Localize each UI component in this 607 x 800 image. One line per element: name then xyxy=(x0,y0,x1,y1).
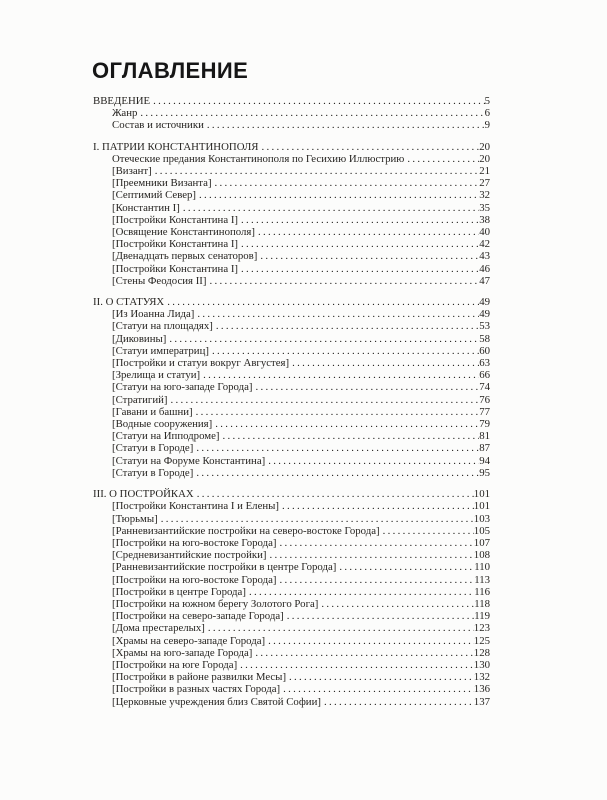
toc-entry xyxy=(93,263,490,275)
toc-entry-page: 20 xyxy=(479,152,490,165)
toc-entry xyxy=(93,500,490,512)
toc-entry-label: [Средневизантийские постройки] xyxy=(112,549,267,562)
toc-section-header xyxy=(93,488,490,500)
toc-entry xyxy=(93,513,490,525)
dot-leader xyxy=(196,189,479,201)
toc-entry-label: [Статуи в Городе] xyxy=(112,442,194,455)
toc-entry-label: I. ПАТРИИ КОНСТАНТИНОПОЛЯ xyxy=(93,140,259,153)
toc-entry-page: 123 xyxy=(473,622,490,635)
toc-entry-label: [Ранневизантийские постройки на северо-востоке Города] xyxy=(112,524,380,537)
dot-leader xyxy=(193,442,479,454)
toc-entry-page: 107 xyxy=(473,536,490,549)
toc-entry-label: [Постройки Константина I] xyxy=(112,213,239,226)
dot-leader xyxy=(321,696,474,708)
dot-leader xyxy=(276,574,474,586)
toc-entry xyxy=(93,574,490,586)
toc-entry-label: Состав и источники xyxy=(112,119,204,132)
toc-entry xyxy=(93,537,490,549)
toc-entry xyxy=(93,177,490,189)
toc-entry-label: [Статуи на Форуме Константина] xyxy=(112,454,266,467)
toc-entry-label: Отеческие предания Константинополя по Гесихию Иллюстрию xyxy=(112,152,405,165)
dot-leader xyxy=(158,513,474,525)
toc-entry-page: 130 xyxy=(473,658,490,671)
dot-leader xyxy=(193,406,480,418)
dot-leader xyxy=(255,226,479,238)
toc-entry xyxy=(93,622,490,634)
toc-entry-page: 105 xyxy=(473,524,490,537)
dot-leader xyxy=(200,369,479,381)
toc-entry-page: 60 xyxy=(479,344,490,357)
toc-entry xyxy=(93,320,490,332)
dot-leader xyxy=(238,238,479,250)
toc-entry-label: [Визант] xyxy=(112,165,152,178)
toc-entry-label: [Церковные учреждения близ Святой Софии] xyxy=(112,695,321,708)
toc-entry xyxy=(93,250,490,262)
toc-entry-page: 132 xyxy=(473,671,490,684)
toc-entry-page: 101 xyxy=(473,500,490,513)
toc-entry-label: [Постройки на северо-западе Города] xyxy=(112,610,284,623)
toc-entry xyxy=(93,671,490,683)
toc-entry-label: [Ранневизантийские постройки в центре Города] xyxy=(112,561,337,574)
toc-entry xyxy=(93,226,490,238)
toc-section-header xyxy=(93,141,490,153)
toc-section-header xyxy=(93,95,490,107)
dot-leader xyxy=(180,202,479,214)
dot-leader xyxy=(253,381,480,393)
toc-entry-page: 43 xyxy=(479,250,490,263)
toc-entry xyxy=(93,357,490,369)
toc-entry-label: [Водные сооружения] xyxy=(112,418,213,431)
toc-entry-page: 5 xyxy=(484,95,490,107)
toc-entry xyxy=(93,308,490,320)
toc-entry-label: [Освящение Константинополя] xyxy=(112,226,255,239)
toc-entry xyxy=(93,119,490,131)
toc-entry xyxy=(93,635,490,647)
toc-entry-label: [Зрелища и статуи] xyxy=(112,369,201,382)
toc-entry-page: 81 xyxy=(479,430,490,443)
toc-entry xyxy=(93,275,490,287)
toc-entry xyxy=(93,610,490,622)
toc-entry-page: 76 xyxy=(479,393,490,406)
toc-entry-page: 53 xyxy=(479,320,490,333)
toc-section xyxy=(93,141,490,287)
dot-leader xyxy=(137,107,484,119)
dot-leader xyxy=(207,275,480,287)
toc-entry-label: [Постройки Константина I] xyxy=(112,238,239,251)
toc-entry xyxy=(93,586,490,598)
toc-entry-page: 87 xyxy=(479,442,490,455)
toc-entry-page: 27 xyxy=(479,177,490,190)
toc-entry-label: [Статуи на площадях] xyxy=(112,320,213,333)
toc-entry-label: [Из Иоанна Лида] xyxy=(112,308,195,321)
toc-entry-label: [Постройки на юго-востоке Города] xyxy=(112,573,277,586)
toc-entry-label: [Постройки в районе развилки Месы] xyxy=(112,671,287,684)
toc-entry-page: 35 xyxy=(479,201,490,214)
toc-entry-label: [Статуи в Городе] xyxy=(112,466,194,479)
toc-entry xyxy=(93,430,490,442)
toc-entry-label: [Стратигий] xyxy=(112,393,168,406)
toc-entry xyxy=(93,647,490,659)
toc-entry-page: 103 xyxy=(473,512,490,525)
dot-leader xyxy=(289,357,479,369)
dot-leader xyxy=(265,635,474,647)
toc-entry-page: 21 xyxy=(479,165,490,178)
dot-leader xyxy=(252,647,473,659)
toc-entry xyxy=(93,238,490,250)
toc-entry-page: 79 xyxy=(479,418,490,431)
toc-entry xyxy=(93,153,490,165)
toc-entry-label: [Статуи императриц] xyxy=(112,344,209,357)
dot-leader xyxy=(212,418,479,430)
toc-entry xyxy=(93,202,490,214)
toc-entry-label: II. О СТАТУЯХ xyxy=(93,296,165,309)
toc-entry-label: [Дома престарелых] xyxy=(112,622,205,635)
toc-entry-label: [Постройки в разных частях Города] xyxy=(112,683,281,696)
toc-entry xyxy=(93,381,490,393)
toc-entry-page: 6 xyxy=(484,107,490,120)
dot-leader xyxy=(284,610,474,622)
toc-entry-label: [Постройки Константина I и Елены] xyxy=(112,500,279,513)
toc-section xyxy=(93,488,490,708)
toc-entry-label: [Септимий Север] xyxy=(112,189,197,202)
toc-entry-label: [Гавани и башни] xyxy=(112,405,193,418)
toc-entry-label: [Статуи на Ипподроме] xyxy=(112,430,220,443)
toc-entry xyxy=(93,659,490,671)
dot-leader xyxy=(209,345,479,357)
dot-leader xyxy=(266,549,473,561)
toc-entry xyxy=(93,107,490,119)
dot-leader xyxy=(380,525,474,537)
dot-leader xyxy=(280,683,474,695)
toc-entry-page: 58 xyxy=(479,332,490,345)
toc-entry-page: 94 xyxy=(479,454,490,467)
toc-entry-label: [Диковины] xyxy=(112,332,167,345)
toc-entry-label: [Постройки в центре Города] xyxy=(112,585,246,598)
toc-entry-label: [Постройки Константина I] xyxy=(112,262,239,275)
toc-entry-page: 101 xyxy=(473,488,490,501)
toc-entry-label: [Стены Феодосия II] xyxy=(112,274,207,287)
toc-entry-label: [Константин I] xyxy=(112,201,180,214)
toc-entry-page: 63 xyxy=(479,357,490,370)
toc-entry xyxy=(93,683,490,695)
toc-entry-page: 40 xyxy=(479,226,490,239)
toc-entry-page: 20 xyxy=(479,140,490,153)
toc-entry-label: [Постройки на юге Города] xyxy=(112,658,238,671)
dot-leader xyxy=(258,141,479,153)
toc-entry-label: III. О ПОСТРОЙКАХ xyxy=(93,488,194,501)
toc-entry-page: 74 xyxy=(479,381,490,394)
page-title: ОГЛАВЛЕНИЕ xyxy=(92,58,249,83)
toc-entry xyxy=(93,189,490,201)
dot-leader xyxy=(286,671,474,683)
toc-entry xyxy=(93,549,490,561)
toc-entry-label: [Постройки и статуи вокруг Августея] xyxy=(112,357,290,370)
dot-leader xyxy=(238,263,479,275)
toc-entry-label: [Статуи на юго-западе Города] xyxy=(112,381,253,394)
toc-entry-page: 38 xyxy=(479,213,490,226)
toc-entry-page: 137 xyxy=(473,695,490,708)
toc-section-header xyxy=(93,296,490,308)
toc-entry-page: 32 xyxy=(479,189,490,202)
toc-entry-label: [Постройки на юго-востоке Города] xyxy=(112,536,277,549)
dot-leader xyxy=(205,622,474,634)
toc-entry-page: 66 xyxy=(479,369,490,382)
toc-entry-page: 125 xyxy=(473,634,490,647)
toc-entry-page: 9 xyxy=(484,119,490,132)
toc-entry-page: 49 xyxy=(479,296,490,309)
dot-leader xyxy=(213,320,479,332)
toc-entry-page: 95 xyxy=(479,466,490,479)
toc-entry-label: Жанр xyxy=(112,107,138,120)
toc-entry-page: 47 xyxy=(479,274,490,287)
dot-leader xyxy=(238,214,479,226)
toc-entry-label: ВВЕДЕНИЕ xyxy=(93,95,151,107)
dot-leader xyxy=(168,394,480,406)
toc-section xyxy=(93,296,490,479)
toc-entry-label: [Храмы на северо-западе Города] xyxy=(112,634,266,647)
toc-entry xyxy=(93,598,490,610)
toc-entry xyxy=(93,394,490,406)
toc-entry xyxy=(93,418,490,430)
dot-leader xyxy=(212,177,480,189)
dot-leader xyxy=(318,598,474,610)
toc-entry xyxy=(93,696,490,708)
toc-entry xyxy=(93,165,490,177)
toc-section xyxy=(93,95,490,132)
toc-entry-page: 110 xyxy=(474,561,490,574)
dot-leader xyxy=(237,659,474,671)
dot-leader xyxy=(166,333,479,345)
toc-entry-page: 119 xyxy=(474,610,490,623)
dot-leader xyxy=(219,430,479,442)
dot-leader xyxy=(204,119,485,131)
toc-entry xyxy=(93,455,490,467)
dot-leader xyxy=(246,586,474,598)
dot-leader xyxy=(194,488,474,500)
dot-leader xyxy=(257,250,479,262)
toc-entry-page: 136 xyxy=(473,683,490,696)
toc-entry-page: 113 xyxy=(474,573,490,586)
toc-entry-label: [Двенадцать первых сенаторов] xyxy=(112,250,258,263)
dot-leader xyxy=(193,467,479,479)
dot-leader xyxy=(404,153,479,165)
toc-entry xyxy=(93,333,490,345)
toc-entry-page: 46 xyxy=(479,262,490,275)
toc-content xyxy=(93,58,490,708)
toc-entry-page: 108 xyxy=(473,549,490,562)
toc-entry xyxy=(93,406,490,418)
toc-entry xyxy=(93,525,490,537)
toc-entry-label: [Постройки на южном берегу Золотого Рога] xyxy=(112,597,319,610)
dot-leader xyxy=(265,455,479,467)
toc-entry xyxy=(93,345,490,357)
dot-leader xyxy=(279,500,474,512)
toc-entry xyxy=(93,561,490,573)
toc-entry-page: 128 xyxy=(473,646,490,659)
dot-leader xyxy=(164,296,479,308)
dot-leader xyxy=(336,561,474,573)
toc-entry-page: 118 xyxy=(474,597,490,610)
toc-entry xyxy=(93,442,490,454)
dot-leader xyxy=(150,95,484,107)
toc-entry-label: [Храмы на юго-западе Города] xyxy=(112,646,253,659)
dot-leader xyxy=(276,537,473,549)
dot-leader xyxy=(152,165,479,177)
toc-entry-page: 49 xyxy=(479,308,490,321)
toc-entry-page: 77 xyxy=(479,405,490,418)
toc-entry-page: 116 xyxy=(474,585,490,598)
dot-leader xyxy=(194,308,479,320)
toc-entry xyxy=(93,214,490,226)
toc-entry xyxy=(93,467,490,479)
toc-entry-page: 42 xyxy=(479,238,490,251)
toc-entry-label: [Преемники Византа] xyxy=(112,177,212,190)
toc-entry xyxy=(93,369,490,381)
toc-list xyxy=(93,95,490,708)
toc-entry-label: [Тюрьмы] xyxy=(112,512,158,525)
